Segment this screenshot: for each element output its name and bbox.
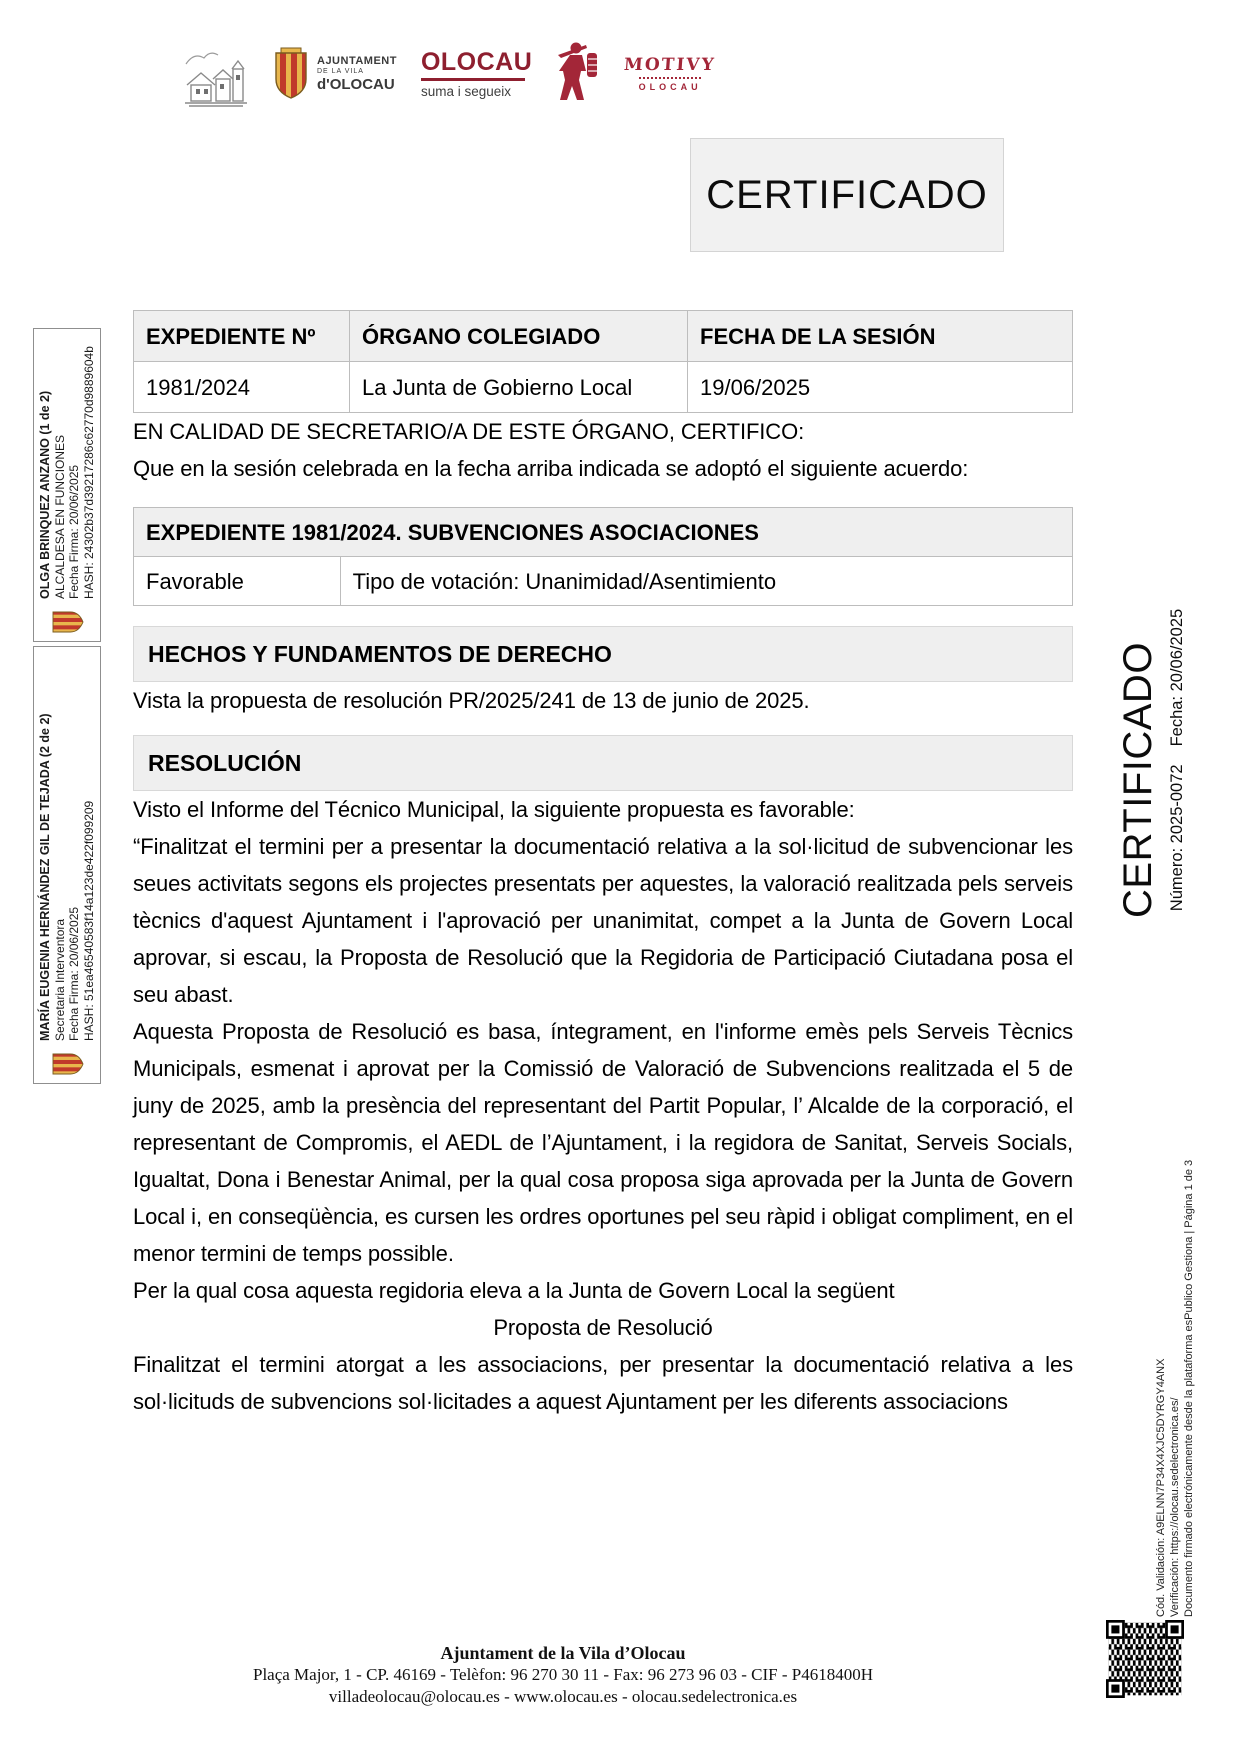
body-paragraph-3: Per la qual cosa aquesta regidoria eleva a la Junta de Govern Local la següent (133, 1278, 895, 1303)
platform-note: Documento firmado electrónicamente desde la plataforma esPublico Gestiona | Página 1 de 3 (1183, 1159, 1195, 1617)
olocau-suma-logo (420, 47, 533, 99)
agreement-title: EXPEDIENTE 1981/2024. SUBVENCIONES ASOCIACIONES (134, 508, 1073, 557)
agreement-result: Favorable (134, 557, 341, 606)
vertical-validation-block (1154, 927, 1198, 1617)
proposta-heading: Proposta de Resolució (493, 1315, 713, 1340)
ajuntament-logo-line2: DE LA VILA (317, 68, 364, 76)
vertical-number-date (1167, 600, 1187, 920)
olocau-logo-tagline: suma i segueix (420, 83, 512, 99)
session-organo-value: La Junta de Gobierno Local (349, 362, 687, 413)
section-header-hechos (133, 626, 1073, 682)
certificado-title-box (690, 138, 1004, 252)
ajuntament-logo-line1: AJUNTAMENT (317, 54, 397, 67)
body-paragraph-1: “Finalitzat el termini per a presentar la documentació relativa a la sol·licitud de subvencionar les seues activitats segons els projectes presentats per aquestes, la valoració realitzada pels serveis tècnics d'aquest Ajuntament i l'aprovació per unanimitat, compet a la Junta de Govern Local aprovar, si escau, la Proposta de Resolució que la Regidoria de Participació Ciutadana posa el seu abast. (133, 834, 1073, 1007)
section-header-resolucion (133, 735, 1073, 791)
ajuntament-logo-line3: d'OLOCAU (317, 75, 395, 93)
motivy-olocau-logo (624, 56, 716, 93)
footer-org-name: Ajuntament de la Vila d’Olocau (440, 1643, 686, 1663)
footer-contact: villadeolocau@olocau.es - www.olocau.es - olocau.sedelectronica.es (328, 1687, 798, 1706)
motivy-logo-rule (639, 77, 701, 79)
session-table-header-expediente: EXPEDIENTE Nº (134, 311, 350, 362)
page-footer (133, 1642, 993, 1708)
warrior-figure-icon (556, 39, 600, 109)
footer-address: Plaça Major, 1 - CP. 46169 - Telèfon: 96 270 30 11 - Fax: 96 273 96 03 - CIF - P4618400H (252, 1665, 873, 1684)
ajuntament-crest-icon (273, 47, 309, 101)
body-paragraph-2: Aquesta Proposta de Resolució es basa, íntegrament, en l'informe emès pels Serveis Tècnics Municipals, esmenat i aprovat per la Comissió de Valoració de Subvencions realitzada el 5 de juny de 2025, amb la presència del representant del Partit Popular, l’ Alcalde de la corporació, el representant de Compromis, el AEDL de l’Ajuntament, i la regidora de Sanitat, Serveis Socials, Igualtat, Dona i Benestar Animal, per la qual cosa proposa siga aprovada per la Junta de Govern Local i, en conseqüència, es cursen les ordres oportunes pel seu ràpid i obligat compliment, en el menor termini de temps possible. (133, 1019, 1073, 1266)
agreement-voting: Tipo de votación: Unanimidad/Asentimiento (340, 557, 1072, 606)
session-fecha-value: 19/06/2025 (688, 362, 1073, 413)
olocau-logo-name: OLOCAU (420, 47, 533, 76)
doc-date: Fecha: 20/06/2025 (1167, 608, 1186, 747)
session-expediente-value: 1981/2024 (134, 362, 350, 413)
ajuntament-olocau-logo (273, 47, 397, 101)
signature-stamp-1 (33, 328, 101, 642)
session-table-header-organo: ÓRGANO COLEGIADO (349, 311, 687, 362)
motivy-logo-place: OLOCAU (638, 82, 702, 93)
section-hechos-label: HECHOS Y FUNDAMENTOS DE DERECHO (148, 640, 612, 667)
crest-icon (49, 1051, 85, 1077)
certifico-line: EN CALIDAD DE SECRETARIO/A DE ESTE ÓRGANO, CERTIFICO: (133, 419, 805, 444)
olocau-logo-rule (421, 78, 525, 81)
signer-name: MARÍA EUGENIA HERNÁNDEZ GIL DE TEJADA (2 de 2) (38, 713, 52, 1041)
table-row (134, 557, 1073, 606)
visto-line: Visto el Informe del Técnico Municipal, la siguiente propuesta es favorable: (133, 797, 855, 822)
session-table (133, 310, 1073, 413)
signer-role: ALCALDESA EN FUNCIONES (52, 434, 67, 599)
doc-number: Número: 2025-0072 (1167, 764, 1186, 912)
document-body (133, 310, 1073, 1420)
signer-hash: HASH: 24302b37d39217286c62770d9889604b (81, 346, 96, 599)
body-paragraph-5: Finalitzat el termini atorgat a les associacions, per presentar la documentació relativa a les sol·licituds de subvencions sol·licitades a aquest Ajuntament per les diferents associacions (133, 1352, 1073, 1414)
signer-name: OLGA BRINQUEZ ANZANO (1 de 2) (38, 390, 52, 599)
session-table-header-fecha: FECHA DE LA SESIÓN (688, 311, 1073, 362)
vertical-doc-type: CERTIFICADO (1115, 642, 1160, 918)
motivy-logo-name: MOTIVY (623, 54, 717, 75)
vista-line: Vista la propuesta de resolución PR/2025/241 de 13 de junio de 2025. (133, 688, 810, 713)
signer-date: Fecha Firma: 20/06/2025 (67, 464, 81, 599)
section-resolucion-label: RESOLUCIÓN (148, 749, 302, 776)
session-line: Que en la sesión celebrada en la fecha arriba indicada se adoptó el siguiente acuerdo: (133, 456, 969, 481)
signer-date: Fecha Firma: 20/06/2025 (67, 906, 81, 1041)
certificado-title: CERTIFICADO (706, 172, 988, 217)
validation-code: Cód. Validación: A9ELNN7P34X4XJC5DYRGY4ANX (1155, 1358, 1167, 1617)
header-logos (183, 34, 716, 114)
agreement-table (133, 507, 1073, 606)
signer-role: Secretaria Interventora (52, 918, 67, 1041)
verification-url: Verificación: https://olocau.sedelectronica.es/ (1169, 1397, 1181, 1617)
crest-icon (49, 609, 85, 635)
village-sketch-logo (183, 39, 249, 109)
qr-code (1106, 1620, 1184, 1698)
signature-stamp-2 (33, 646, 101, 1084)
table-row (134, 362, 1073, 413)
signer-hash: HASH: 51ea46540583f14a123de422f099209 (81, 800, 96, 1041)
